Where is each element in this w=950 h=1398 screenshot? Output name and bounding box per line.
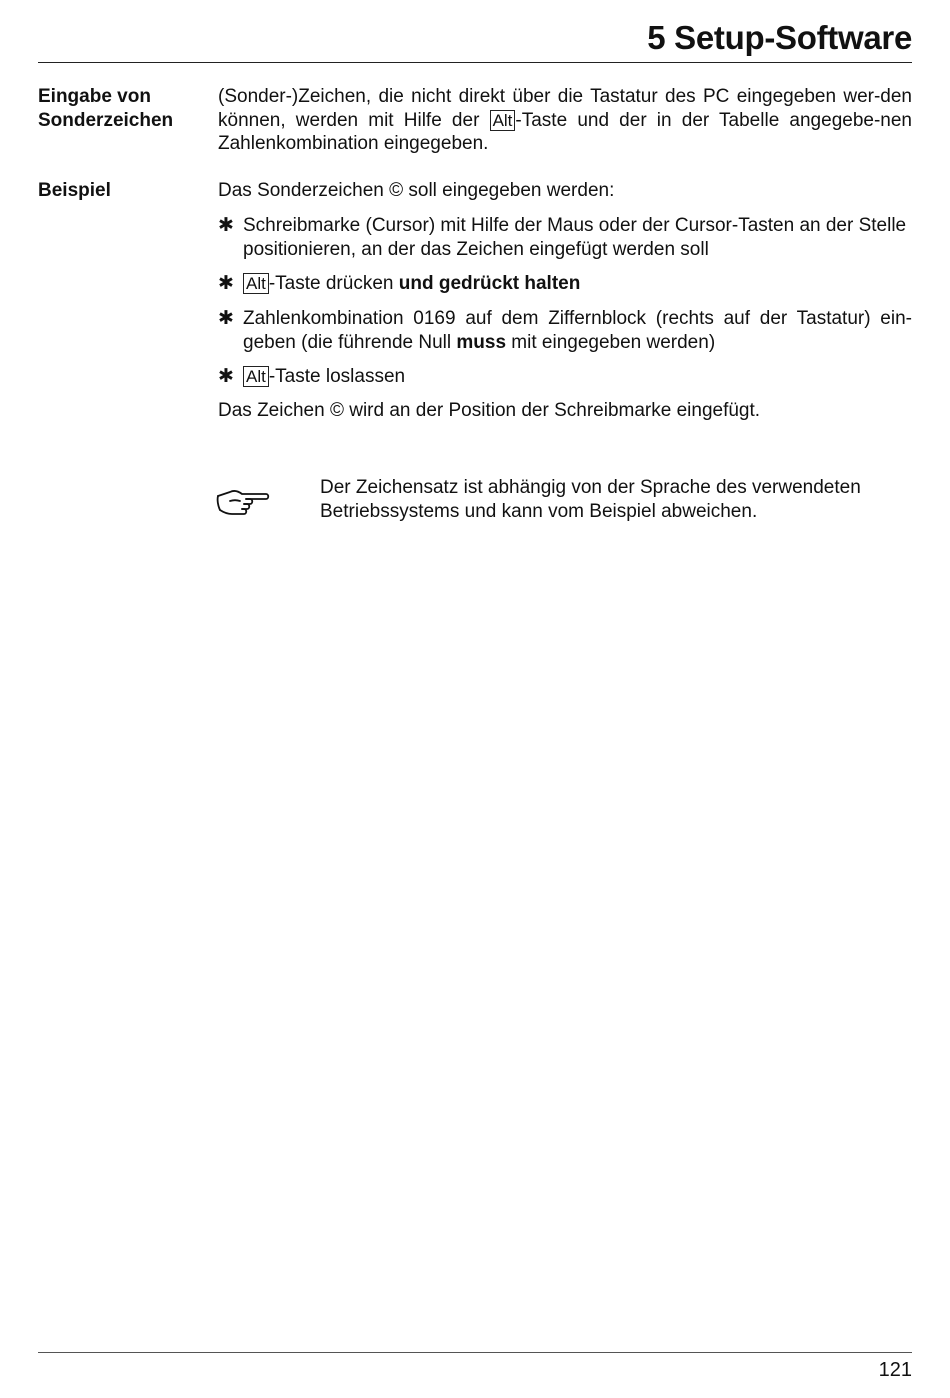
- list-item-emphasis: muss: [456, 331, 507, 353]
- list-item: [218, 214, 912, 261]
- list-item-plain: mit eingegeben werden): [506, 331, 716, 353]
- list-item-emphasis: und gedrückt halten: [398, 273, 581, 294]
- section-label-beispiel: Beispiel: [38, 180, 111, 201]
- alt-key-label: Alt: [243, 273, 269, 294]
- pointing-hand-icon: [216, 486, 270, 522]
- note-text: Der Zeichensatz ist abhängig von der Sprache des verwendeten Betriebssystems und kann vom Beispiel abweichen.: [320, 477, 861, 522]
- list-item: [218, 307, 912, 354]
- section-label-line: Eingabe von: [38, 86, 151, 107]
- example-intro: Das Sonderzeichen © soll eingegeben werden:: [218, 180, 615, 201]
- list-item-plain: Zahlenkombination 0169 auf dem Ziffernblock (rechts auf der Tastatur) ein-geben (die führende Null: [243, 308, 912, 353]
- paragraph-text: (Sonder-)Zeichen, die nicht direkt über die Tastatur des PC eingegeben wer-den können, werden mit Hilfe der: [218, 86, 912, 131]
- list-item-text: [243, 307, 912, 354]
- paragraph-text: -Taste und der in der Tabelle angegebe-nen Zahlenkombination eingegeben.: [218, 109, 912, 154]
- header-divider: [38, 62, 912, 63]
- list-item-plain: -Taste loslassen: [268, 366, 406, 387]
- asterisk-bullet-icon: ✱: [218, 366, 234, 387]
- list-item-plain: -Taste drücken: [268, 273, 399, 294]
- alt-key-label: Alt: [490, 110, 516, 131]
- list-item: [218, 272, 912, 296]
- section-label-line: Sonderzeichen: [38, 109, 174, 131]
- list-item-text: [243, 272, 912, 296]
- footer-divider: [38, 1352, 912, 1353]
- asterisk-bullet-icon: ✱: [218, 308, 234, 329]
- page-header-title: 5 Setup-Software: [647, 19, 912, 56]
- asterisk-bullet-icon: ✱: [218, 215, 234, 236]
- list-item-text: [243, 365, 912, 389]
- alt-key-label: Alt: [243, 366, 269, 387]
- asterisk-bullet-icon: ✱: [218, 273, 234, 294]
- example-conclusion: Das Zeichen © wird an der Position der Schreibmarke eingefügt.: [218, 400, 761, 421]
- list-item: [218, 365, 912, 389]
- section-paragraph-eingabe: [218, 85, 912, 156]
- page-number: 121: [878, 1359, 912, 1381]
- section-label-eingabe: [38, 85, 173, 132]
- list-item-text: Schreibmarke (Cursor) mit Hilfe der Maus oder der Cursor-Tasten an der Stelle positionieren, an der das Zeichen eingefügt werden soll: [243, 215, 907, 260]
